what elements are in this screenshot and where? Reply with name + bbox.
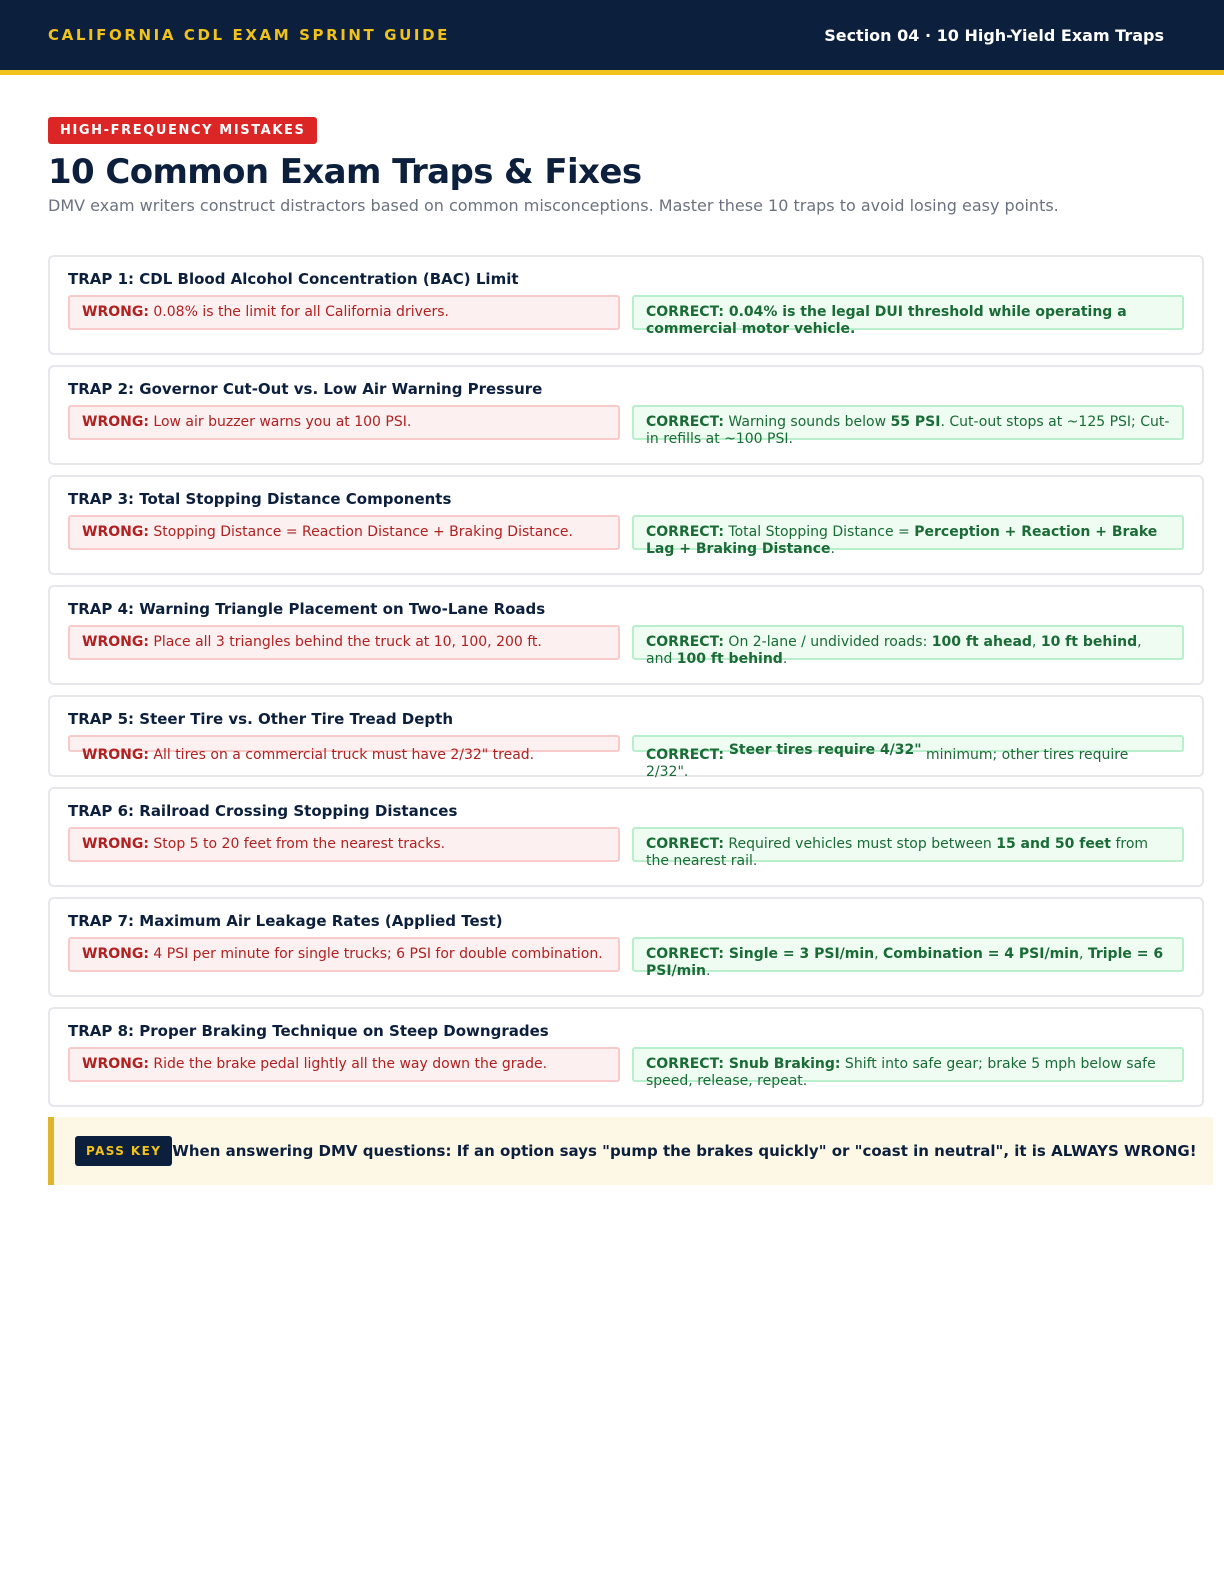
trap-answer-row bbox=[68, 827, 1184, 869]
trap-title: TRAP 6: Railroad Crossing Stopping Distances bbox=[68, 802, 458, 820]
correct-answer bbox=[632, 937, 1184, 979]
correct-text: CORRECT: 0.04% is the legal DUI threshold while operating a commercial motor vehicle. bbox=[646, 304, 1127, 337]
correct-text: CORRECT: Snub Braking: Shift into safe gear; brake 5 mph below safe speed, release, repeat. bbox=[646, 1056, 1156, 1089]
wrong-answer bbox=[68, 1047, 620, 1082]
wrong-label: WRONG: bbox=[82, 1056, 149, 1072]
wrong-text: Place all 3 triangles behind the truck at 10, 100, 200 ft. bbox=[153, 634, 542, 650]
correct-text: CORRECT: Warning sounds below 55 PSI. Cut-out stops at ~125 PSI; Cut-in refills at ~100 PSI. bbox=[646, 414, 1170, 447]
wrong-answer bbox=[68, 515, 620, 550]
trap-answer-row bbox=[68, 1047, 1184, 1089]
wrong-label: WRONG: bbox=[82, 747, 149, 763]
wrong-label: WRONG: bbox=[82, 524, 149, 540]
wrong-answer bbox=[68, 827, 620, 862]
trap-card bbox=[48, 585, 1204, 685]
trap-title: TRAP 5: Steer Tire vs. Other Tire Tread Depth bbox=[68, 710, 454, 728]
trap-answer-row bbox=[68, 735, 1184, 780]
trap-card bbox=[48, 897, 1204, 997]
correct-answer bbox=[632, 405, 1184, 447]
page-title: 10 Common Exam Traps & Fixes bbox=[48, 152, 642, 192]
main-content bbox=[0, 75, 1224, 1185]
trap-card bbox=[48, 255, 1204, 355]
wrong-text: Ride the brake pedal lightly all the way down the grade. bbox=[153, 1056, 548, 1072]
wrong-answer bbox=[68, 735, 620, 763]
trap-answer-row bbox=[68, 937, 1184, 979]
correct-answer bbox=[632, 827, 1184, 869]
wrong-answer bbox=[68, 937, 620, 972]
trap-answer-row bbox=[68, 515, 1184, 557]
correct-text: CORRECT: Steer tires require 4/32" minimum; other tires require 2/32". bbox=[646, 742, 1129, 780]
trap-answer-row bbox=[68, 625, 1184, 667]
wrong-answer bbox=[68, 405, 620, 440]
correct-answer bbox=[632, 735, 1184, 780]
correct-answer bbox=[632, 295, 1184, 337]
wrong-text: 4 PSI per minute for single trucks; 6 PSI for double combination. bbox=[153, 946, 603, 962]
wrong-label: WRONG: bbox=[82, 836, 149, 852]
page-subtitle: DMV exam writers construct distractors based on common misconceptions. Master these 10 traps to avoid losing easy points. bbox=[48, 196, 1059, 215]
trap-title: TRAP 7: Maximum Air Leakage Rates (Applied Test) bbox=[68, 912, 503, 930]
correct-text: CORRECT: Single = 3 PSI/min, Combination = 4 PSI/min, Triple = 6 PSI/min. bbox=[646, 946, 1164, 979]
wrong-answer bbox=[68, 625, 620, 660]
trap-answer-row bbox=[68, 405, 1184, 447]
trap-card bbox=[48, 695, 1204, 780]
trap-title: TRAP 2: Governor Cut-Out vs. Low Air Warning Pressure bbox=[68, 380, 543, 398]
trap-title: TRAP 8: Proper Braking Technique on Steep Downgrades bbox=[68, 1022, 549, 1040]
page-header bbox=[0, 0, 1224, 75]
pass-key-badge: PASS KEY bbox=[75, 1136, 172, 1166]
correct-answer bbox=[632, 1047, 1184, 1089]
wrong-label: WRONG: bbox=[82, 634, 149, 650]
wrong-label: WRONG: bbox=[82, 946, 149, 962]
trap-card bbox=[48, 787, 1204, 887]
trap-card bbox=[48, 365, 1204, 465]
wrong-text: Stopping Distance = Reaction Distance + Braking Distance. bbox=[153, 524, 573, 540]
trap-list bbox=[48, 255, 1204, 1107]
trap-title: TRAP 3: Total Stopping Distance Components bbox=[68, 490, 452, 508]
correct-answer bbox=[632, 515, 1184, 557]
wrong-label: WRONG: bbox=[82, 414, 149, 430]
correct-answer bbox=[632, 625, 1184, 667]
wrong-answer bbox=[68, 295, 620, 330]
trap-card bbox=[48, 475, 1204, 575]
wrong-text: 0.08% is the limit for all California drivers. bbox=[153, 304, 449, 320]
guide-brand: CALIFORNIA CDL EXAM SPRINT GUIDE bbox=[48, 26, 450, 44]
trap-title: TRAP 4: Warning Triangle Placement on Two-Lane Roads bbox=[68, 600, 546, 618]
wrong-label: WRONG: bbox=[82, 304, 149, 320]
section-label: Section 04 · 10 High-Yield Exam Traps bbox=[824, 25, 1164, 45]
wrong-text: All tires on a commercial truck must have 2/32" tread. bbox=[153, 747, 535, 763]
pass-key-callout bbox=[48, 1117, 1213, 1185]
wrong-text: Low air buzzer warns you at 100 PSI. bbox=[153, 414, 412, 430]
trap-title: TRAP 1: CDL Blood Alcohol Concentration (BAC) Limit bbox=[68, 270, 519, 288]
mistakes-badge: HIGH-FREQUENCY MISTAKES bbox=[48, 117, 317, 144]
correct-text: CORRECT: Required vehicles must stop between 15 and 50 feet from the nearest rail. bbox=[646, 836, 1149, 869]
wrong-text: Stop 5 to 20 feet from the nearest tracks. bbox=[153, 836, 446, 852]
pass-key-text: When answering DMV questions: If an option says "pump the brakes quickly" or "coast in neutral", it is ALWAYS WRONG! bbox=[172, 1142, 1197, 1160]
trap-answer-row bbox=[68, 295, 1184, 337]
correct-text: CORRECT: Total Stopping Distance = Perception + Reaction + Brake Lag + Braking Distance. bbox=[646, 524, 1158, 557]
correct-text: CORRECT: On 2-lane / undivided roads: 100 ft ahead, 10 ft behind, and 100 ft behind. bbox=[646, 634, 1142, 667]
trap-card bbox=[48, 1007, 1204, 1107]
